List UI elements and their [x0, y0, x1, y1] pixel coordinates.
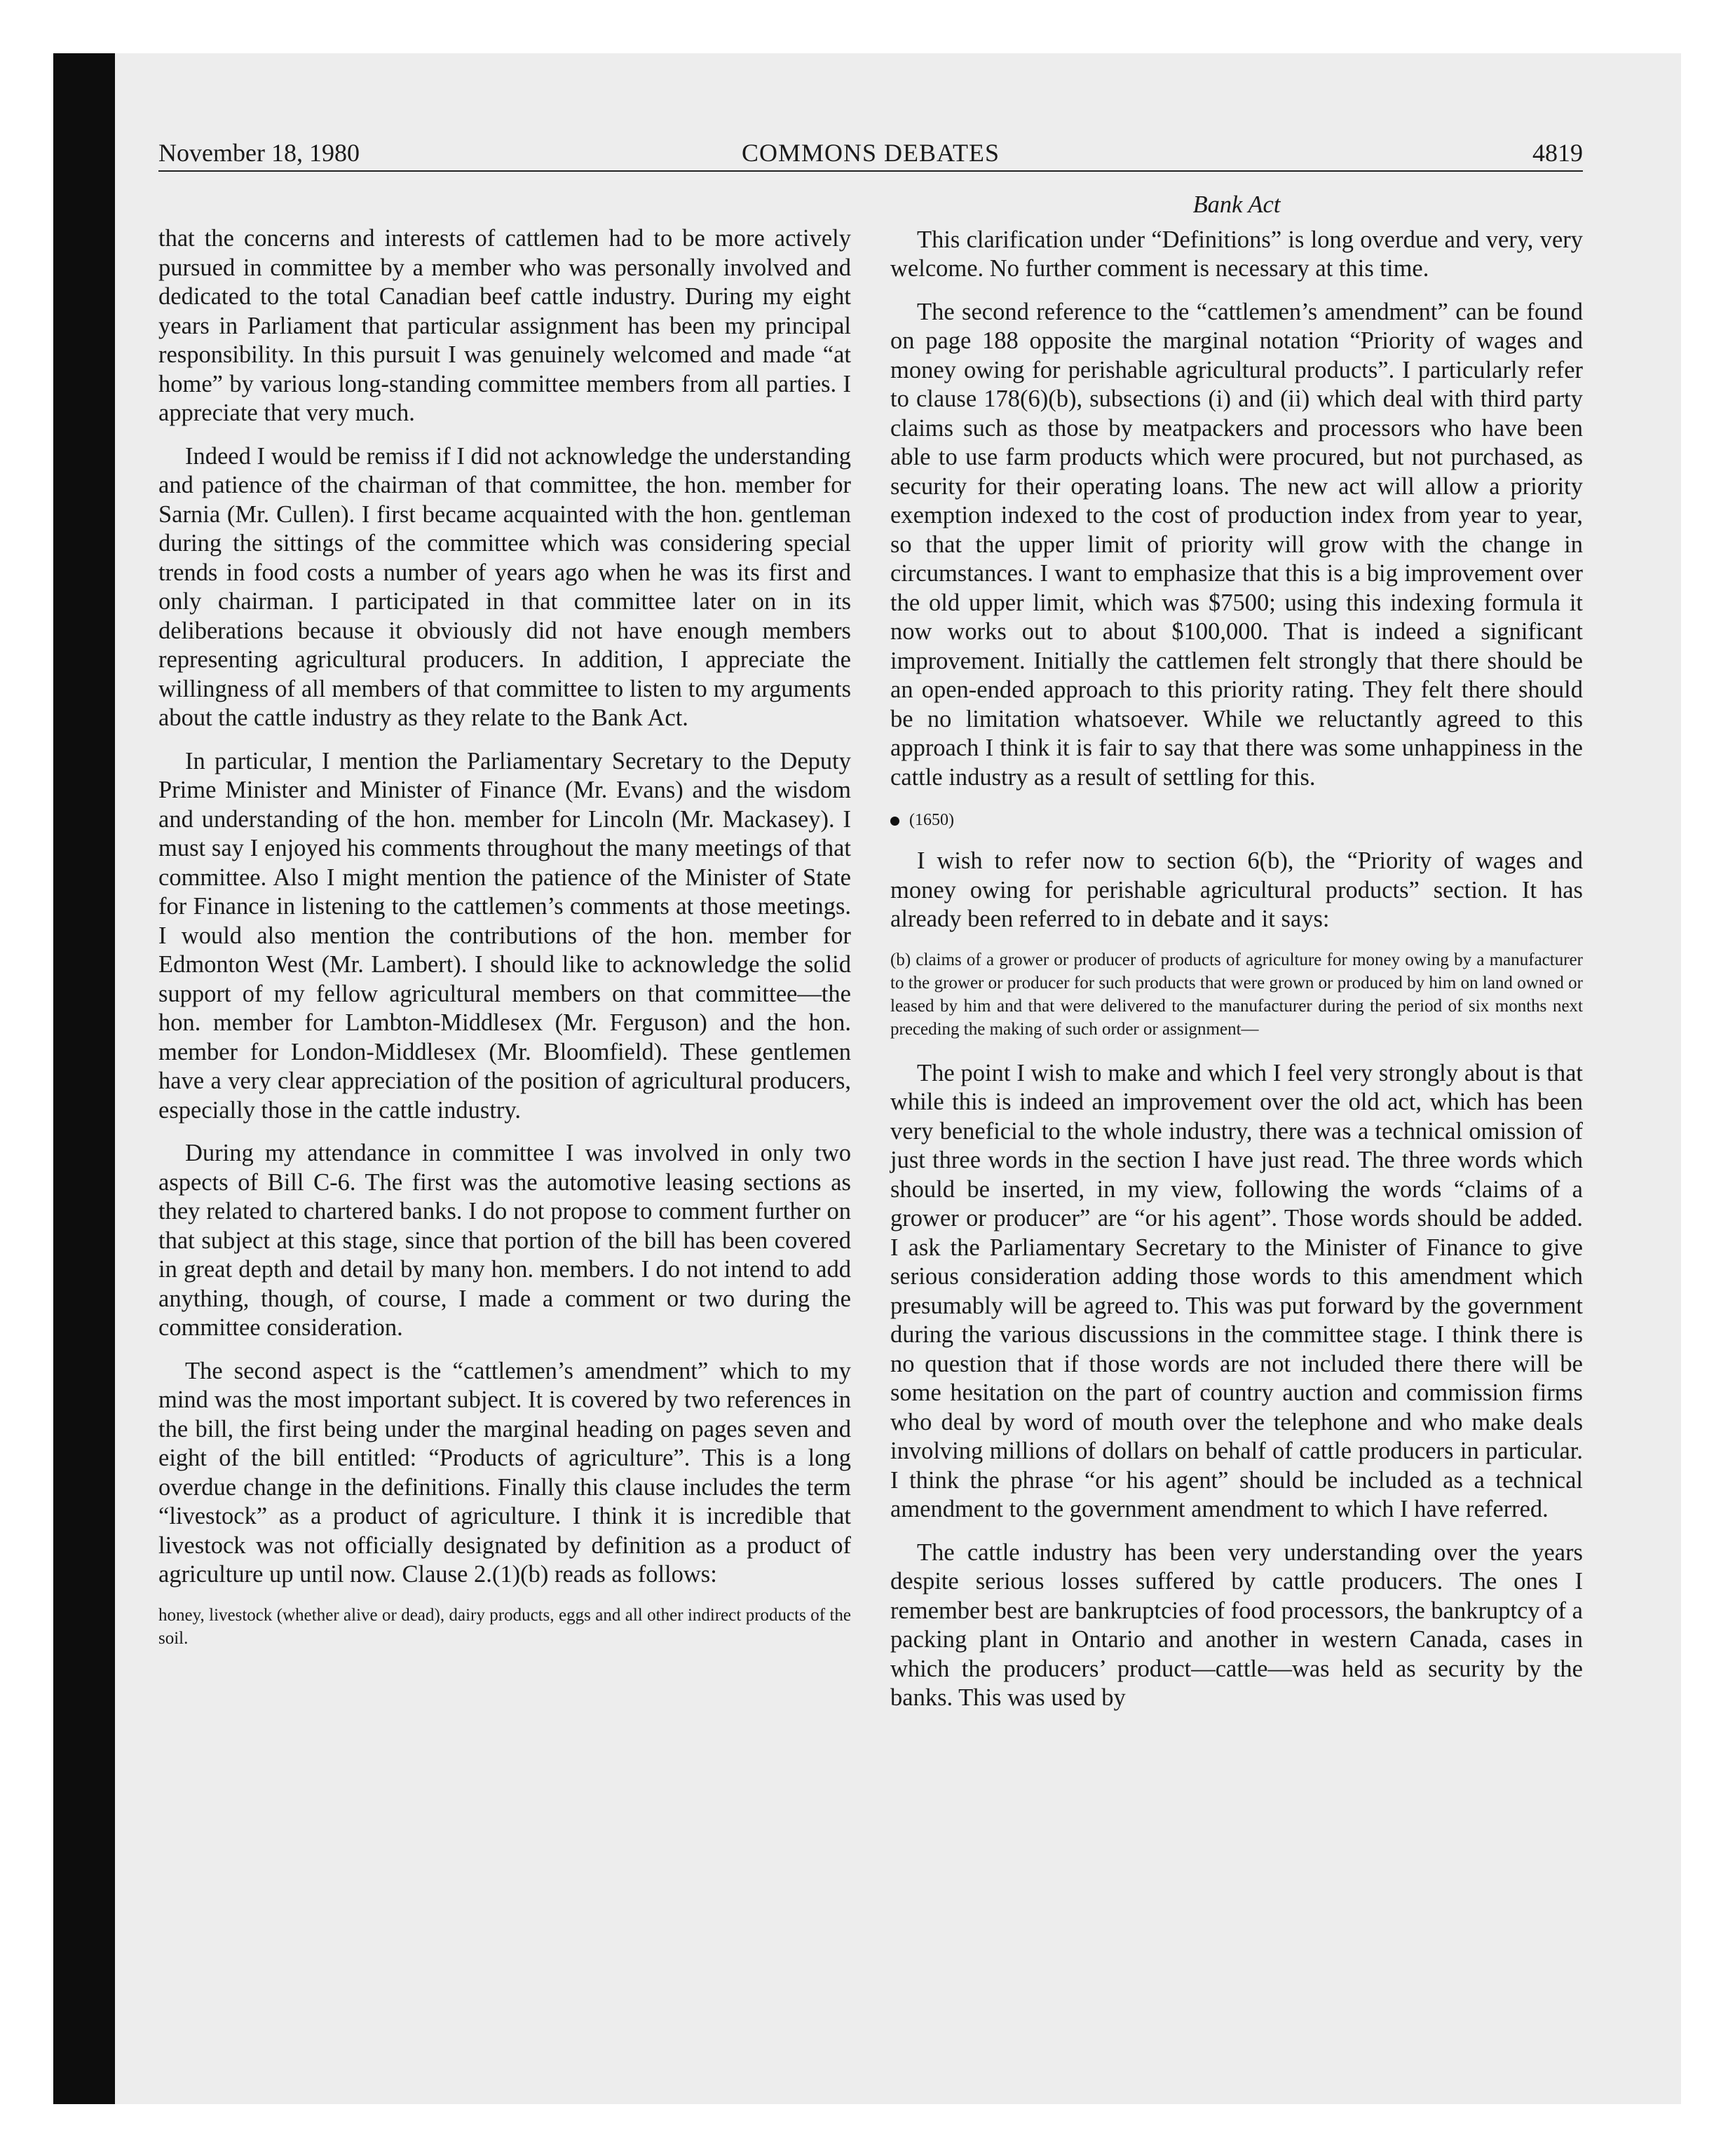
header-publication: COMMONS DEBATES	[741, 139, 1000, 167]
time-marker-text: (1650)	[909, 811, 954, 829]
subject-heading: Bank Act	[1192, 191, 1281, 218]
paragraph: I wish to refer now to section 6(b), the “Priority of wages and money owing for perishable agricultural products” section. It has already been referred to in debate and it says:	[890, 847, 1583, 932]
paragraph: This clarification under “Definitions” is long overdue and very, very welcome. No further comment is necessary at this time.	[890, 226, 1583, 282]
paragraph: The point I wish to make and which I feel very strongly about is that while this is indeed an improvement over the old act, which has been very beneficial to the whole industry, there was a technical omission of just three words in the section I have just read. The three words which should be inserted, in my view, following the words “claims of a grower or producer” are “or his agent”. Those words should be added. I ask the Parliamentary Secretary to the Minister of Finance to give serious consideration adding those words to this amendment which presumably will be agreed to. This was put forward by the government during the various discussions in the committee stage. I think there is no question that if those words are not included there there will be some hesitation on the part of country auction and commission firms who deal by word of mouth over the telephone and who make deals involving millions of dollars on behalf of cattle producers in particular. I think the phrase “or his agent” should be included as a technical amendment to the government amendment to which I have referred.	[890, 1059, 1583, 1522]
paragraph: In particular, I mention the Parliamentary Secretary to the Deputy Prime Minister and Minister of Finance (Mr. Evans) and the wisdom and understanding of the hon. member for Lincoln (Mr. Mackasey). I must say I enjoyed his comments throughout the many meetings of that committee. Also I might mention the patience of the Minister of State for Finance in listening to the cattlemen’s comments at those meetings. I would also mention the contributions of the hon. member for Edmonton West (Mr. Lambert). I should like to acknowledge the solid support of my fellow agricultural members on that committee—the hon. member for Lambton-Middlesex (Mr. Ferguson) and the hon. member for London-Middlesex (Mr. Bloomfield). These gentlemen have a very clear appreciation of the position of agricultural producers, especially those in the cattle industry.	[158, 747, 851, 1124]
paragraph: that the concerns and interests of cattlemen had to be more actively pursued in committee by a member who was personally involved and dedicated to the total Canadian beef cattle industry. During my eight years in Parliament that particular assignment has been my principal responsibility. In this pursuit I was genuinely welcomed and made “at home” by various long-standing committee members from all parties. I appreciate that very much.	[158, 225, 851, 426]
paragraph: Indeed I would be remiss if I did not acknowledge the understanding and patience of the chairman of that committee, the hon. member for Sarnia (Mr. Cullen). I first became acquainted with the hon. gentleman during the sittings of the committee which was considering special trends in food costs a number of years ago when he was its first and only chairman. I participated in that committee later on in its deliberations because it obviously did not have enough members representing agricultural producers. In addition, I appreciate the willingness of all members of that committee to listen to my arguments about the cattle industry as they relate to the Bank Act.	[158, 442, 851, 731]
right-column	[890, 191, 1583, 1727]
header-date: November 18, 1980	[158, 139, 360, 167]
paragraph: The second aspect is the “cattlemen’s amendment” which to my mind was the most important subject. It is covered by two references in the bill, the first being under the marginal heading on pages seven and eight of the bill entitled: “Products of agriculture”. This is a long overdue change in the definitions. Finally this clause includes the term “livestock” as a product of agriculture. I think it is incredible that livestock was not officially designated by definition as a product of agriculture up until now. Clause 2.(1)(b) reads as follows:	[158, 1357, 851, 1588]
block-quote: honey, livestock (whether alive or dead), dairy products, eggs and all other indirect products of the soil.	[158, 1605, 851, 1648]
block-quote: (b) claims of a grower or producer of products of agriculture for money owing by a manufacturer to the grower or producer for such products that were grown or produced by him on land owned or leased by him and that were delivered to the manufacturer during the period of six months next preceding the making of such order or assignment—	[890, 950, 1583, 1039]
binding-edge	[53, 53, 115, 2104]
left-column	[158, 224, 851, 1668]
time-marker	[890, 806, 1583, 834]
paragraph: During my attendance in committee I was involved in only two aspects of Bill C-6. The first was the automotive leasing sections as they related to chartered banks. I do not propose to comment further on that subject at this stage, since that portion of the bill has been covered in great depth and detail by many hon. members. I do not intend to add anything, though, of course, I made a comment or two during the committee consideration.	[158, 1140, 851, 1341]
header-page-number: 4819	[1532, 139, 1583, 167]
paragraph: The second reference to the “cattlemen’s amendment” can be found on page 188 opposite the marginal notation “Priority of wages and money owing for perishable agricultural products”. I particularly refer to clause 178(6)(b), subsections (i) and (ii) which deal with third party claims such as those by meatpackers and processors who have been able to use farm products which were procured, but not purchased, as security for their operating loans. The new act will allow a priority exemption indexed to the cost of production index from year to year, so that the upper limit of priority will grow with the change in circumstances. I want to emphasize that this is a big improvement over the old upper limit, which was $7500; using this indexing formula it now works out to about $100,000. That is indeed a significant improvement. Initially the cattlemen felt strongly that there should be an open-ended approach to this priority rating. They felt there should be no limitation whatsoever. While we reluctantly agreed to this approach I think it is fair to say that there was some unhappiness in the cattle industry as a result of settling for this.	[890, 298, 1583, 791]
paragraph: The cattle industry has been very understanding over the years despite serious losses suffered by cattle producers. The ones I remember best are bankruptcies of food processors, the bankruptcy of a packing plant in Ontario and another in western Canada, cases in which the producers’ product—cattle—was held as security by the banks. This was used by	[890, 1538, 1583, 1711]
bullet-icon	[890, 817, 899, 826]
header-rule	[158, 170, 1583, 172]
running-header	[158, 137, 1583, 168]
